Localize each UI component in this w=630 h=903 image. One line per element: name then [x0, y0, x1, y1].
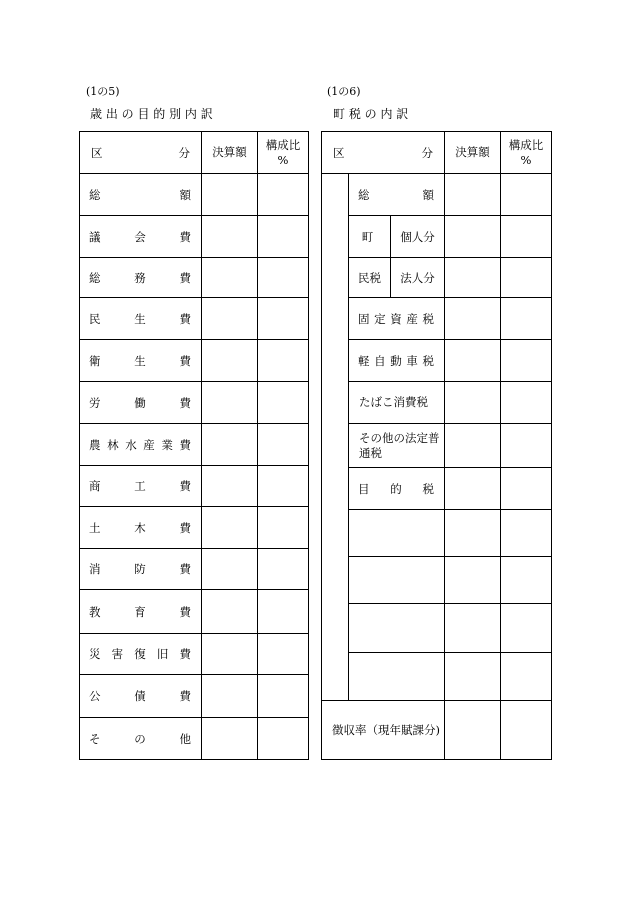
table-row: [80, 258, 309, 298]
collection-rate-label: 徴収率（現年賦課分): [322, 701, 445, 760]
label-char: 土: [89, 520, 101, 535]
label-char: 防: [134, 562, 146, 576]
table-row: [80, 590, 309, 634]
label-char: 業: [161, 437, 173, 452]
label-char: 動: [390, 353, 402, 368]
label-char: 教: [89, 604, 101, 619]
label-char: 農: [89, 437, 101, 452]
blank-row: [322, 557, 552, 604]
indent-cell: [322, 174, 349, 701]
amount-cell: [202, 634, 258, 675]
blank-row: [322, 653, 552, 701]
label-char: 他: [179, 731, 191, 746]
amount-header: 決算額: [445, 132, 501, 174]
label-char: 費: [179, 270, 191, 285]
table-row: [80, 382, 309, 424]
label-char: 災: [89, 647, 101, 661]
row-label: [349, 298, 445, 340]
label-char: 軽: [358, 353, 370, 368]
table-row: [80, 718, 309, 760]
ratio-cell: [258, 718, 309, 760]
table-row: [80, 507, 309, 549]
ratio-cell: [258, 549, 309, 590]
label-char: 復: [134, 647, 146, 661]
label-char: 額: [179, 187, 191, 202]
amount-cell: [202, 718, 258, 760]
label-char: 車: [406, 353, 418, 368]
table-row: [80, 634, 309, 675]
row-label: [80, 675, 202, 718]
label-char: 水: [125, 437, 137, 452]
table-row: [322, 382, 552, 424]
table-row: [322, 340, 552, 382]
label-char: 費: [179, 520, 191, 535]
label-char: 税: [422, 353, 434, 368]
row-label: [80, 549, 202, 590]
amount-cell: [202, 340, 258, 382]
ratio-cell: [258, 216, 309, 258]
expenditure-by-purpose-table: [79, 131, 309, 760]
ratio-cell: [501, 468, 552, 510]
table-row: [80, 675, 309, 718]
ratio-header: 構成比 %: [501, 132, 552, 174]
ratio-cell: [501, 216, 552, 258]
label-char: 費: [179, 689, 191, 703]
row-label: [80, 590, 202, 634]
label-char: の: [134, 731, 146, 746]
label-char: 会: [134, 229, 146, 244]
amount-cell: [202, 466, 258, 507]
label-char: 費: [179, 353, 191, 368]
label-char: 税: [422, 481, 434, 496]
label-char: 資: [390, 311, 402, 326]
label-char: 総: [89, 270, 101, 285]
amount-cell: [445, 468, 501, 510]
amount-cell: [202, 424, 258, 466]
ratio-cell: [501, 298, 552, 340]
label-char: 費: [179, 395, 191, 410]
amount-cell: [202, 675, 258, 718]
resident-tax-label-top: 町: [349, 216, 391, 258]
table-row: [80, 466, 309, 507]
label-char: 費: [179, 437, 191, 452]
left-table-label: (1の5): [86, 85, 120, 98]
row-label: たばこ消費税: [349, 382, 445, 424]
amount-cell: [202, 298, 258, 340]
label-char: 商: [89, 479, 101, 493]
ratio-cell: [501, 340, 552, 382]
amount-cell: [445, 701, 501, 760]
label-char: 費: [179, 647, 191, 661]
ratio-cell: [258, 424, 309, 466]
row-label: その他の法定普通税: [349, 424, 445, 468]
amount-cell: [445, 216, 501, 258]
row-label: [80, 298, 202, 340]
ratio-cell: [501, 424, 552, 468]
label-char: 費: [179, 229, 191, 244]
label-char: 生: [134, 353, 146, 368]
row-label: [80, 174, 202, 216]
ratio-cell: [258, 590, 309, 634]
amount-cell: [445, 424, 501, 468]
table-row: [322, 468, 552, 510]
ratio-cell: [258, 675, 309, 718]
label-char: 費: [179, 479, 191, 493]
table-row: [80, 174, 309, 216]
label-char: 的: [390, 481, 402, 496]
row-label: [80, 718, 202, 760]
ratio-cell: [501, 174, 552, 216]
amount-cell: [202, 382, 258, 424]
label-char: 害: [111, 647, 124, 661]
table-row: [322, 298, 552, 340]
row-label: [80, 466, 202, 507]
ratio-cell: [258, 507, 309, 549]
row-label: [80, 634, 202, 675]
ratio-cell: [258, 382, 309, 424]
label-char: 債: [134, 689, 146, 703]
label-char: 衛: [89, 353, 101, 368]
table-row: [80, 216, 309, 258]
resident-tax-label-bottom: 民税: [349, 258, 391, 298]
table-row: [80, 424, 309, 466]
ratio-cell: [258, 174, 309, 216]
amount-cell: [202, 590, 258, 634]
label-char: そ: [89, 731, 101, 746]
label-char: 公: [89, 689, 101, 703]
category-header: 区 分: [80, 132, 202, 174]
right-table-title: 町 税 の 内 訳: [333, 107, 409, 121]
label-char: 務: [134, 270, 146, 285]
label-char: 固: [358, 311, 370, 326]
ratio-cell: [258, 298, 309, 340]
category-header: 区 分: [322, 132, 445, 174]
label-char: 目: [358, 481, 370, 496]
amount-cell: [445, 382, 501, 424]
ratio-cell: [501, 701, 552, 760]
amount-cell: [202, 258, 258, 298]
blank-row: [322, 510, 552, 557]
amount-cell: [202, 549, 258, 590]
ratio-cell: [501, 382, 552, 424]
blank-row: [322, 604, 552, 653]
amount-header: 決算額: [202, 132, 258, 174]
row-label: [80, 216, 202, 258]
row-label: [80, 258, 202, 298]
label-char: 費: [179, 604, 191, 619]
table-row: [80, 298, 309, 340]
label-char: 産: [406, 311, 418, 326]
table-row: [322, 424, 552, 468]
table-row: [80, 340, 309, 382]
label-char: 費: [179, 311, 191, 326]
amount-cell: [445, 340, 501, 382]
label-char: 生: [134, 311, 146, 326]
header-row: [80, 132, 309, 174]
label-char: 総: [89, 187, 101, 202]
amount-cell: [202, 174, 258, 216]
ratio-header: 構成比 %: [258, 132, 309, 174]
label-char: 自: [374, 353, 386, 368]
header-row: [322, 132, 552, 174]
row-label: 総 額: [349, 174, 445, 216]
amount-cell: [445, 298, 501, 340]
ratio-cell: [501, 258, 552, 298]
ratio-cell: [258, 340, 309, 382]
row-label: [80, 382, 202, 424]
row-label: [80, 424, 202, 466]
town-tax-breakdown-table: [321, 131, 552, 760]
ratio-cell: [258, 466, 309, 507]
row-label: [349, 468, 445, 510]
label-char: 消: [89, 562, 101, 576]
label-char: 税: [422, 311, 434, 326]
table-row: [80, 549, 309, 590]
row-label: [80, 340, 202, 382]
label-char: 木: [134, 520, 146, 535]
label-char: 労: [89, 395, 101, 410]
amount-cell: [202, 216, 258, 258]
label-char: 育: [134, 604, 146, 619]
label-char: 議: [89, 229, 101, 244]
corporate-label: 法人分: [391, 258, 445, 298]
ratio-cell: [258, 258, 309, 298]
right-table-label: (1の6): [327, 85, 361, 98]
table-row: [322, 174, 552, 216]
ratio-cell: [258, 634, 309, 675]
amount-cell: [202, 507, 258, 549]
table-row: [322, 216, 552, 258]
amount-cell: [445, 174, 501, 216]
row-label: [349, 340, 445, 382]
label-char: 費: [179, 562, 191, 576]
label-char: 定: [374, 311, 386, 326]
label-char: 工: [134, 479, 146, 493]
individual-label: 個人分: [391, 216, 445, 258]
table-row: [322, 258, 552, 298]
label-char: 旧: [156, 647, 169, 661]
label-char: 働: [134, 395, 146, 410]
table-row: [322, 701, 552, 760]
label-char: 民: [89, 311, 101, 326]
row-label: [80, 507, 202, 549]
amount-cell: [445, 258, 501, 298]
left-table-title: 歳 出 の 目 的 別 内 訳: [90, 107, 213, 121]
label-char: 産: [143, 437, 155, 452]
label-char: 林: [107, 437, 119, 452]
